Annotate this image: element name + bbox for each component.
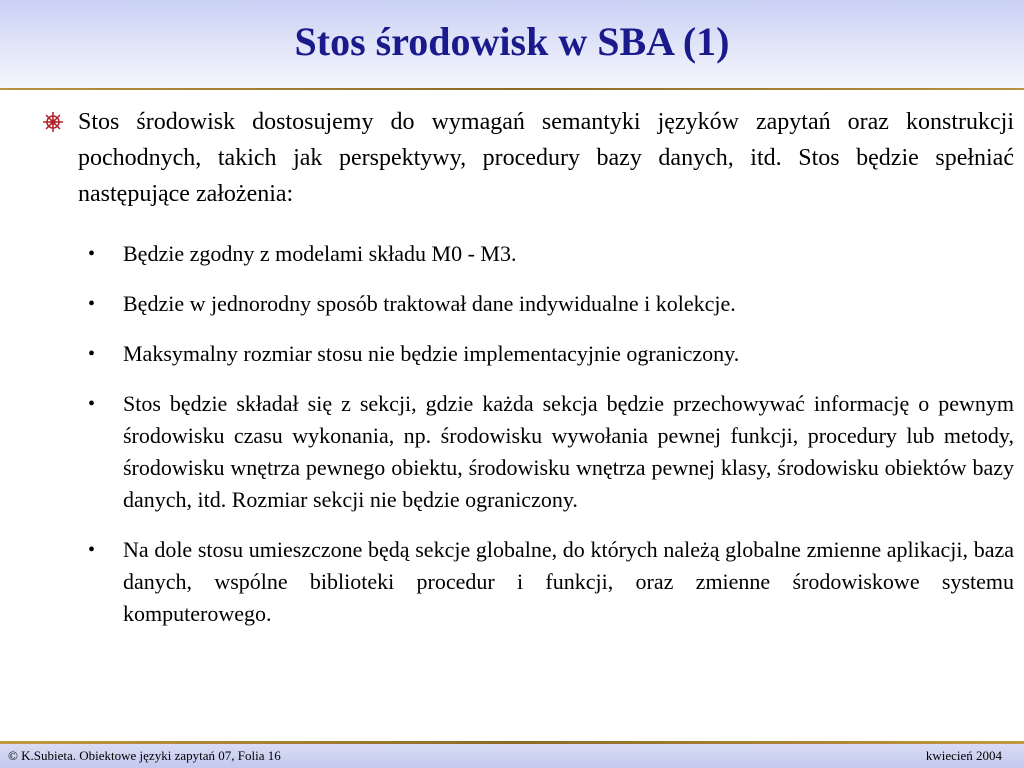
list-item-text: Będzie zgodny z modelami składu M0 - M3. — [123, 241, 517, 266]
list-item-text: Na dole stosu umieszczone będą sekcje globalne, do których należą globalne zmienne aplikacji, baza danych, wspólne biblioteki procedur i funkcji, oraz zmienne środowiskowe systemu komputerowego. — [123, 537, 1014, 626]
list-item-text: Będzie w jednorodny sposób traktował dane indywidualne i kolekcje. — [123, 291, 736, 316]
bullet-dot: • — [88, 393, 96, 415]
list-item — [84, 388, 1014, 516]
footer-date: kwiecień 2004 — [925, 748, 1002, 763]
bullet-dot: • — [88, 293, 96, 315]
footer-copyright: © K.Subieta. Obiektowe języki zapytań 07, Folia 16 — [8, 748, 281, 763]
bullet-dot: • — [88, 343, 96, 365]
list-item — [84, 534, 1014, 630]
main-point — [42, 104, 1014, 212]
list-item-text: Stos będzie składał się z sekcji, gdzie każda sekcja będzie przechowywać informację o pewnym środowisku czasu wykonania, np. środowisku wywołania pewnej funkcji, procedury lub metody, środowisku wnętrza pewnego obiektu, środowisku wnętrza pewnej klasy, środowisku obiektów bazy danych, itd. Rozmiar sekcji nie będzie ograniczony. — [123, 391, 1014, 512]
ships-wheel-icon — [42, 104, 78, 140]
list-item — [84, 338, 1014, 370]
bullet-dot: • — [88, 243, 96, 265]
slide-title: Stos środowisk w SBA (1) — [294, 19, 730, 64]
sub-point-list — [84, 238, 1014, 648]
title-divider — [0, 88, 1024, 90]
list-item — [84, 288, 1014, 320]
list-item-text: Maksymalny rozmiar stosu nie będzie implementacyjnie ograniczony. — [123, 341, 740, 366]
list-item — [84, 238, 1014, 270]
bullet-dot: • — [88, 539, 96, 561]
main-point-text: Stos środowisk dostosujemy do wymagań semantyki języków zapytań oraz konstrukcji pochodnych, takich jak perspektywy, procedury bazy danych, itd. Stos będzie spełniać następujące założenia: — [78, 109, 1014, 207]
